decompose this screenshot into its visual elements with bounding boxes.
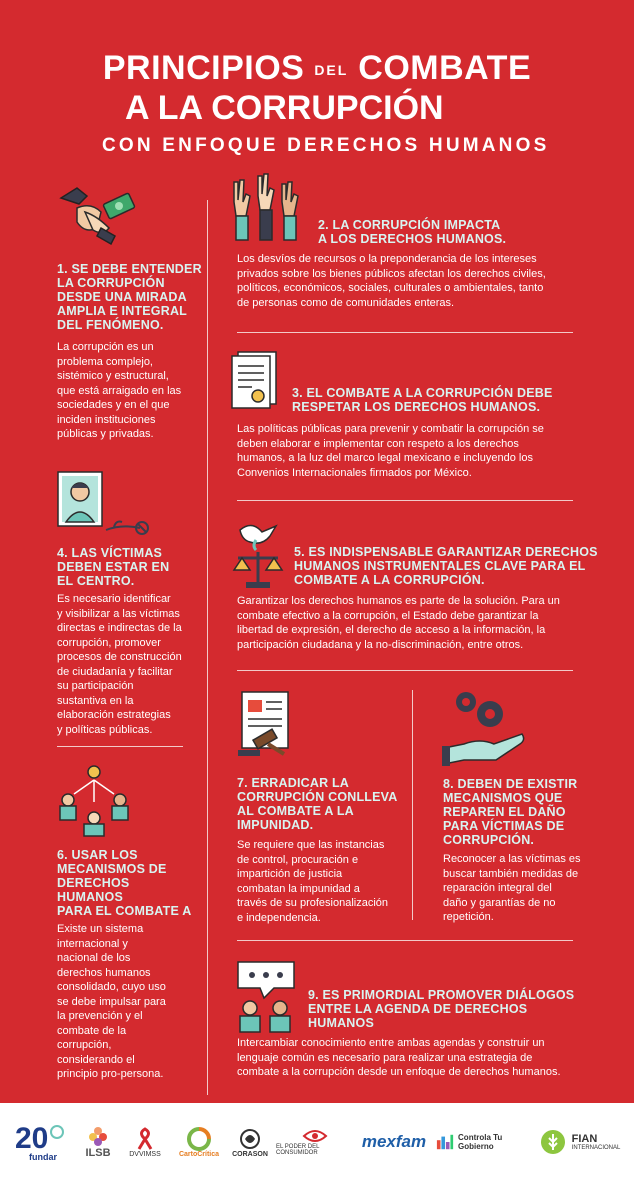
divider [237,500,573,501]
principle-6-heading: 6. USAR LOS MECANISMOS DE DERECHOS HUMANOS PARA EL COMBATE A [57,848,192,918]
divider [57,746,183,747]
corason-emblem-icon [239,1127,261,1151]
principle-9-heading: 9. ES PRIMORDIAL PROMOVER DIÁLOGOS ENTRE LA AGENDA DE DERECHOS HUMANOS [308,988,575,1030]
gavel-document-icon [236,688,302,758]
principle-2-heading: 2. LA CORRUPCIÓN IMPACTA A LOS DERECHOS HUMANOS. [318,218,507,246]
principle-4-heading: 4. LAS VÍCTIMAS DEBEN ESTAR EN EL CENTRO. [57,546,170,588]
dvvimss-logo: DVVIMSS [122,1118,168,1166]
divider [237,332,573,333]
ilsb-logo: ILSB [80,1118,116,1166]
principle-7-heading: 7. ERRADICAR LA CORRUPCIÓN CONLLEVA AL COMBATE A LA IMPUNIDAD. [237,776,398,832]
cartocritica-logo: CartoCrítica [174,1118,224,1166]
controla-tu-gobierno-logo: Controla Tu Gobierno [436,1118,532,1166]
ilsb-flower-icon [87,1125,109,1147]
dove-scales-icon [232,518,284,590]
eye-icon [302,1128,328,1144]
principle-2-body: Los desvíos de recursos o la preponderancia de los intereses privados sobre los bienes públicos afectan los derechos civiles, políticos, económicos, sociales, culturales o ambientales, tanto de personas como de comunidades enteras. [237,253,546,309]
principle-9-body: Intercambiar conocimiento entre ambas agendas y construir un lenguaje común es necesario para realizar una estrategia de combate a la corrupción desde un enfoque de derechos humanos. [237,1037,561,1078]
principle-5-body: Garantizar los derechos humanos es parte de la solución. Para un combate efectivo a la corrupción, el Estado debe garantizar la libertad de expresión, el derecho de acceso a la información, la participación ciudadana y la no-discriminación, entre otros. [237,595,560,651]
ribbon-icon [136,1127,154,1151]
victim-portrait-icon [56,470,152,540]
document-seal-icon [230,350,280,410]
title-line-2: A LA CORRUPCIÓN [125,89,444,127]
raised-hands-icon [228,172,308,248]
gears-hand-icon [442,688,528,770]
principle-8-body: Reconocer a las víctimas es buscar también medidas de reparación integral del daño y garantías de no repetición. [443,853,581,923]
principle-3-heading: 3. EL COMBATE A LA CORRUPCIÓN DEBE RESPETAR LOS DERECHOS HUMANOS. [292,386,553,414]
fundar-20-icon [15,1122,71,1152]
fundar-logo: 20 fundar [14,1118,72,1166]
corason-logo: CORASON [228,1118,272,1166]
principle-4-body: Es necesario identificar y visibilizar a las víctimas directas e indirectas de la corrupción, promover procesos de construcción de ciudadanía y facilitar su participación sustantiva en la elaboración estrategias y políticas públicas. [57,593,182,736]
svg-text:20: 20 [15,1122,49,1152]
el-poder-del-consumidor-logo: EL PODER DEL CONSUMIDOR [276,1118,354,1166]
principle-5-heading: 5. ES INDISPENSABLE GARANTIZAR DERECHOS HUMANOS INSTRUMENTALES CLAVE PARA EL COMBATE A LA CORRUPCIÓN. [294,545,598,587]
fian-wheat-icon [540,1129,566,1155]
people-idea-icon [58,762,130,838]
main-vertical-divider [207,200,208,1095]
handshake-money-icon [57,178,137,250]
title-line-1: PRINCIPIOS DEL COMBATE [102,49,532,87]
cartocritica-circle-icon [186,1127,212,1151]
mexfam-logo: mexfam [361,1132,427,1151]
divider [412,690,413,920]
principle-3-body: Las políticas públicas para prevenir y combatir la corrupción se deben elaborar e implementar con respeto a los derechos humanos, a la luz del marco legal mexicano e incluyendo los Convenios Internacionales firmados por México. [237,423,544,479]
principle-1-heading: 1. SE DEBE ENTENDER LA CORRUPCIÓN DESDE UNA MIRADA AMPLIA E INTEGRAL DEL FENÓMENO. [57,262,202,332]
divider [237,670,573,671]
dialogue-bubble-icon [234,958,298,1036]
fian-logo: FIAN INTERNACIONAL [538,1118,622,1166]
bars-icon [436,1132,454,1152]
title-line-3: CON ENFOQUE DERECHOS HUMANOS [102,135,550,156]
divider [237,940,573,941]
principle-7-body: Se requiere que las instancias de control, procuración e impartición de justicia combatan la impunidad a través de su profesionalización e independencia. [237,839,389,924]
principle-6-body: Existe un sistema internacional y nacional de los derechos humanos consolidado, cuyo uso se debe impulsar para la prevención y el combate de la corrupción, considerando el principio pro-persona. [57,923,166,1080]
principle-1-body: La corrupción es un problema complejo, sistémico y estructural, que está arraigado en las sociedades y en el que inciden instituciones públicas y privadas. [57,341,182,440]
principle-8-heading: 8. DEBEN DE EXISTIR MECANISMOS QUE REPAREN EL DAÑO PARA VÍCTIMAS DE CORRUPCIÓN. [443,777,578,847]
